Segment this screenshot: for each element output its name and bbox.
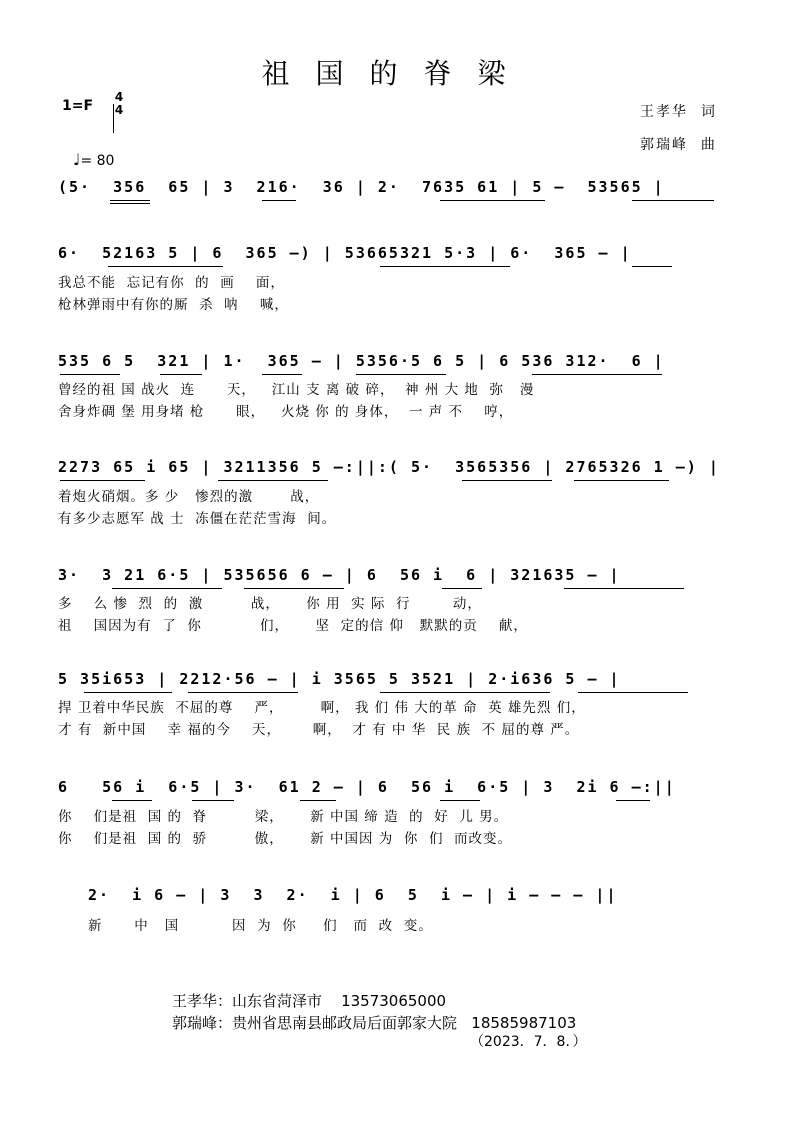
notation-line: 6· 52163 5 | 6 365 —) | 53665321 5·3 | 6· 365 — | (58, 244, 632, 262)
lyric-line-8a: 新 中 国 因 为 你 们 而 改 变。 (88, 918, 433, 934)
music-system-2 (0, 236, 793, 270)
notation-line: (5· 356 65 | 3 216· 36 | 2· 7635 61 | 5 — 53565 | (58, 178, 665, 196)
time-signature-bottom: 4 (114, 103, 124, 117)
music-system-4 (0, 450, 793, 484)
tempo-marking (64, 134, 114, 169)
notation-line: 2273 65 i 65 | 3211356 5 —:||:( 5· 3565356 | 2765326 1 —) | (58, 458, 720, 476)
lyric-line-4b: 有多少志愿军 战 士 冻僵在茫茫雪海 间。 (58, 511, 337, 527)
lyric-line-3b: 舍身炸碉 堡 用身堵 枪 眼， 火烧 你 的 身体， 一 声 不 哼， (58, 404, 514, 420)
music-system-6 (0, 662, 793, 696)
tempo-value: = 80 (80, 153, 115, 169)
lyric-line-7a: 你 们是祖 国 的 脊 梁， 新 中国 缔 造 的 好 儿 男。 (58, 809, 509, 825)
song-title: 祖国的脊梁 (261, 57, 532, 90)
key-signature: 1=F (62, 98, 94, 114)
music-system-5 (0, 558, 793, 592)
notation-line: 3· 3 21 6·5 | 535656 6 — | 6 56 i 6 | 321635 — | (58, 566, 621, 584)
composer-credit: 郭瑞峰 曲 (640, 137, 717, 153)
music-system-3 (0, 344, 793, 378)
composition-date: （2023．7．8．） (470, 1034, 587, 1050)
lyric-line-2a: 我总不能 忘记有你 的 画 面， (58, 275, 285, 291)
lyric-line-2b: 枪林弹雨中有你的厮 杀 呐 喊， (58, 297, 289, 313)
time-signature-top: 4 (114, 90, 124, 104)
lyric-line-4a: 着炮火硝烟。多 少 惨烈的激 战， (58, 489, 320, 505)
lyric-line-3a: 曾经的祖 国 战火 连 天， 江山 支 离 破 碎， 神 州 大 地 弥 漫 (58, 382, 535, 398)
music-system-1 (0, 170, 793, 204)
notation-line: 6 56 i 6·5 | 3· 61 2 — | 6 56 i 6·5 | 3 2i 6 —:|| (58, 778, 676, 796)
contact-lyricist: 王孝华：山东省菏泽市 13573065000 (172, 992, 447, 1010)
time-signature (112, 91, 126, 117)
lyric-line-5b: 祖 国因为有 了 你 们， 坚 定的信 仰 默默的贡 献， (58, 618, 528, 634)
notation-line: 2· i 6 — | 3 3 2· i | 6 5 i — | i — — — || (88, 886, 618, 904)
lyric-line-5a: 多 么 惨 烈 的 激 战， 你 用 实 际 行 动， (58, 596, 482, 612)
lyric-line-6a: 捍 卫着中华民族 不屈的尊 严， 啊， 我 们 伟 大的革 命 英 雄先烈 们， (58, 700, 586, 716)
notation-line: 535 6 5 321 | 1· 365 — | 5356·5 6 5 | 6 536 312· 6 | (58, 352, 665, 370)
notation-line: 5 35i653 | 2212·56 — | i 3565 5 3521 | 2·i636 5 — | (58, 670, 621, 688)
quarter-note-icon: ♩ (72, 150, 81, 169)
lyric-line-6b: 才 有 新中国 幸 福的今 天， 啊， 才 有 中 华 民 族 不 屈的尊 严。 (58, 722, 580, 738)
contact-composer: 郭瑞峰：贵州省思南县邮政局后面郭家大院 18585987103 (172, 1014, 577, 1032)
music-system-8 (0, 878, 793, 912)
lyricist-credit: 王孝华 词 (640, 104, 717, 120)
music-system-7 (0, 770, 793, 804)
lyric-line-7b: 你 们是祖 国 的 骄 傲， 新 中国因 为 你 们 而改变。 (58, 831, 513, 847)
